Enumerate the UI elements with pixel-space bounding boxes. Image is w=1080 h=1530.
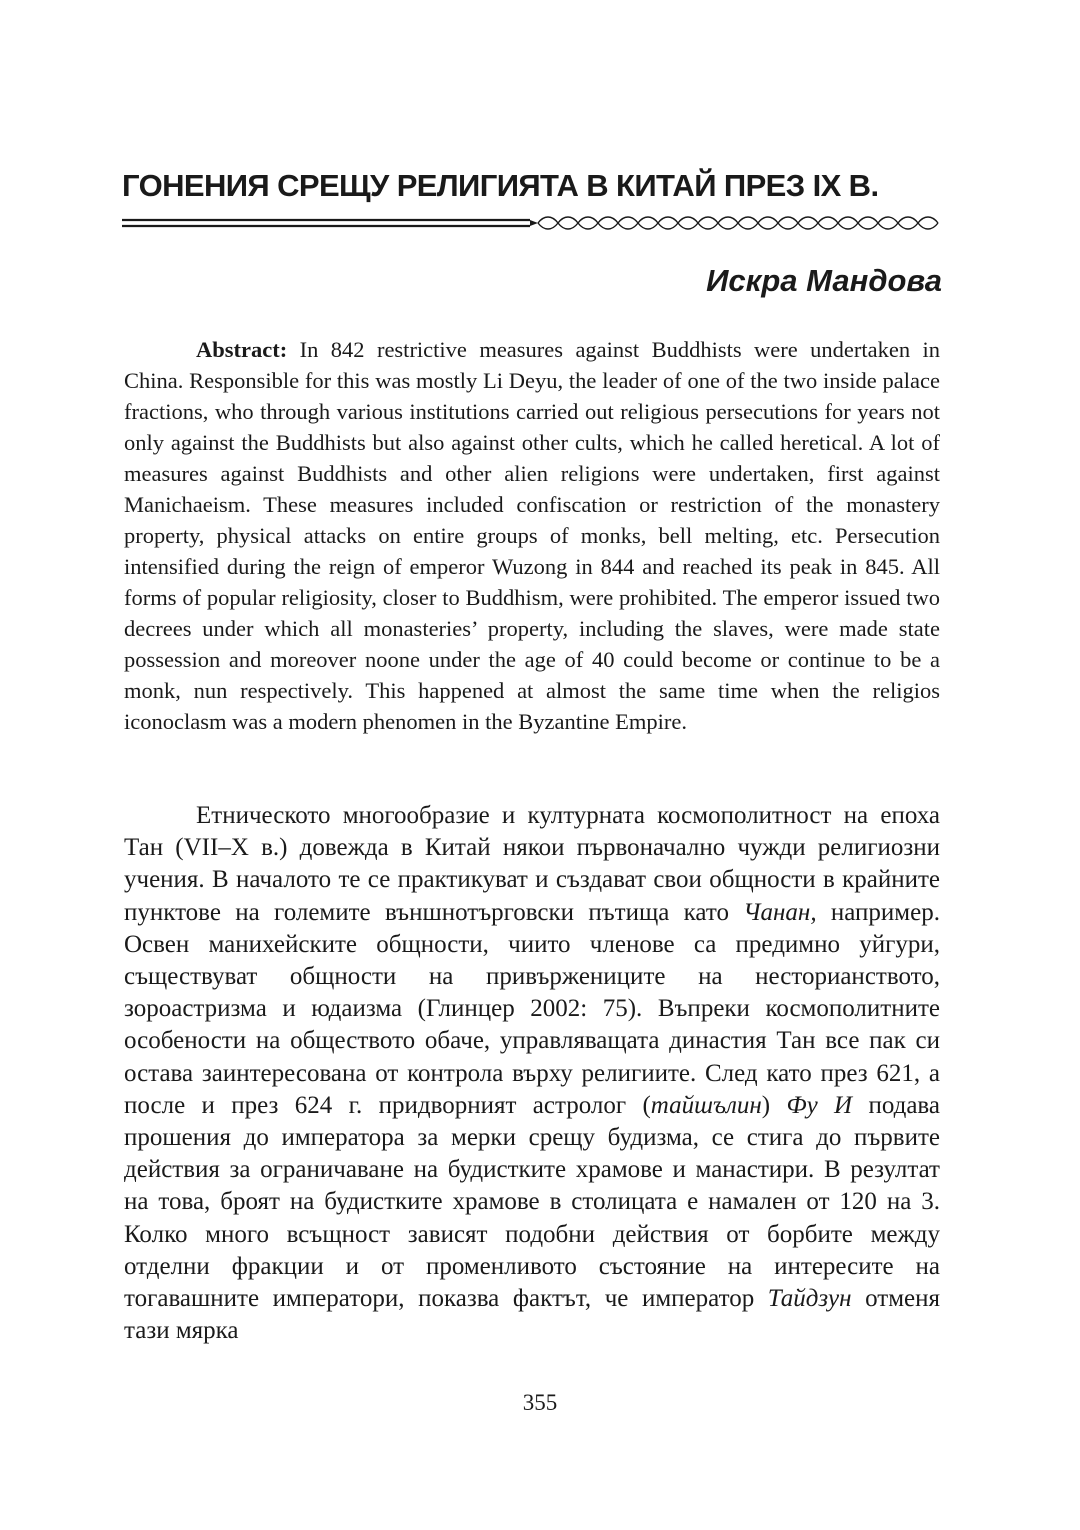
author-name: Искра Мандова	[706, 263, 942, 298]
body-paragraph	[124, 800, 940, 1347]
body-text-segment: отменя тази мярка	[124, 1285, 940, 1345]
body-text-segment: например. Освен манихейските общности, чиито членове са предимно уйгури, съществуват общности на привържениците на несторианството, зороастризма и юдаизма (Глинцер 2002: 75). Въпреки космополитните особености на обществото обаче, управляващата династия Тан все пак си остава заинтересована от контрола върху религиите. След като през 621, а после и през 624 г. придворният астролог (	[124, 898, 940, 1119]
article-title: ГОНЕНИЯ СРЕЩУ РЕЛИГИЯТА В КИТАЙ ПРЕЗ IX В.	[122, 167, 879, 203]
body-italic-term: тайшълин	[650, 1091, 762, 1119]
body-italic-term: Фу И	[786, 1091, 853, 1119]
abstract	[124, 334, 940, 737]
abstract-text: In 842 restrictive measures against Buddhists were undertaken in China. Responsible for this was mostly Li Deyu, the leader of one of the two inside palace fractions, who through various institutions carried out religious persecutions for years not only against the Buddhists but also against other cults, which he called heretical. A lot of measures against Buddhists and other alien religions were undertaken, first against Manichaeism. These measures included confiscation or restriction of the monastery property, physical attacks on entire groups of monks, bell melting, etc. Persecution intensified during the reign of emperor Wuzong in 844 and reached its peak in 845. All forms of popular religiosity, closer to Buddhism, were prohibited. The emperor issued two decrees under which all monasteries’ property, including the slaves, were made state possession and moreover noone under the age of 40 could become or continue to be a monk, nun respectively. This happened at almost the same time when the religios iconoclasm was a modern phenomen in the Byzantine Empire.	[124, 337, 940, 734]
body-text-segment: подава прошения до императора за мерки срещу будизма, се стига до първите действия за ограничаване на будистките храмове и манастири. В резултат на това, броят на будистките храмове в столицата е намален от 120 на 3. Колко много всъщност зависят подобни действия от борбите между отделни фракции и от променливото състояние на интересите на тогавашните императори, показва фактът, че император	[124, 1091, 940, 1313]
body-text-segment: Етническото многообразие и културната космополитност на епоха Тан (VII–X в.) довежда в Китай някои първоначално чужди религиозни учения. В началото те се практикуват и създават свои общности в крайните пунктове на големите външнотърговски пътища като	[124, 802, 940, 926]
abstract-label: Abstract:	[196, 337, 288, 362]
title-divider	[122, 210, 942, 236]
body-italic-term: Чанан,	[743, 898, 817, 926]
page-number: 355	[522, 1390, 558, 1415]
body-italic-term: Тайдзун	[767, 1285, 852, 1313]
body-text-segment: )	[761, 1091, 787, 1119]
